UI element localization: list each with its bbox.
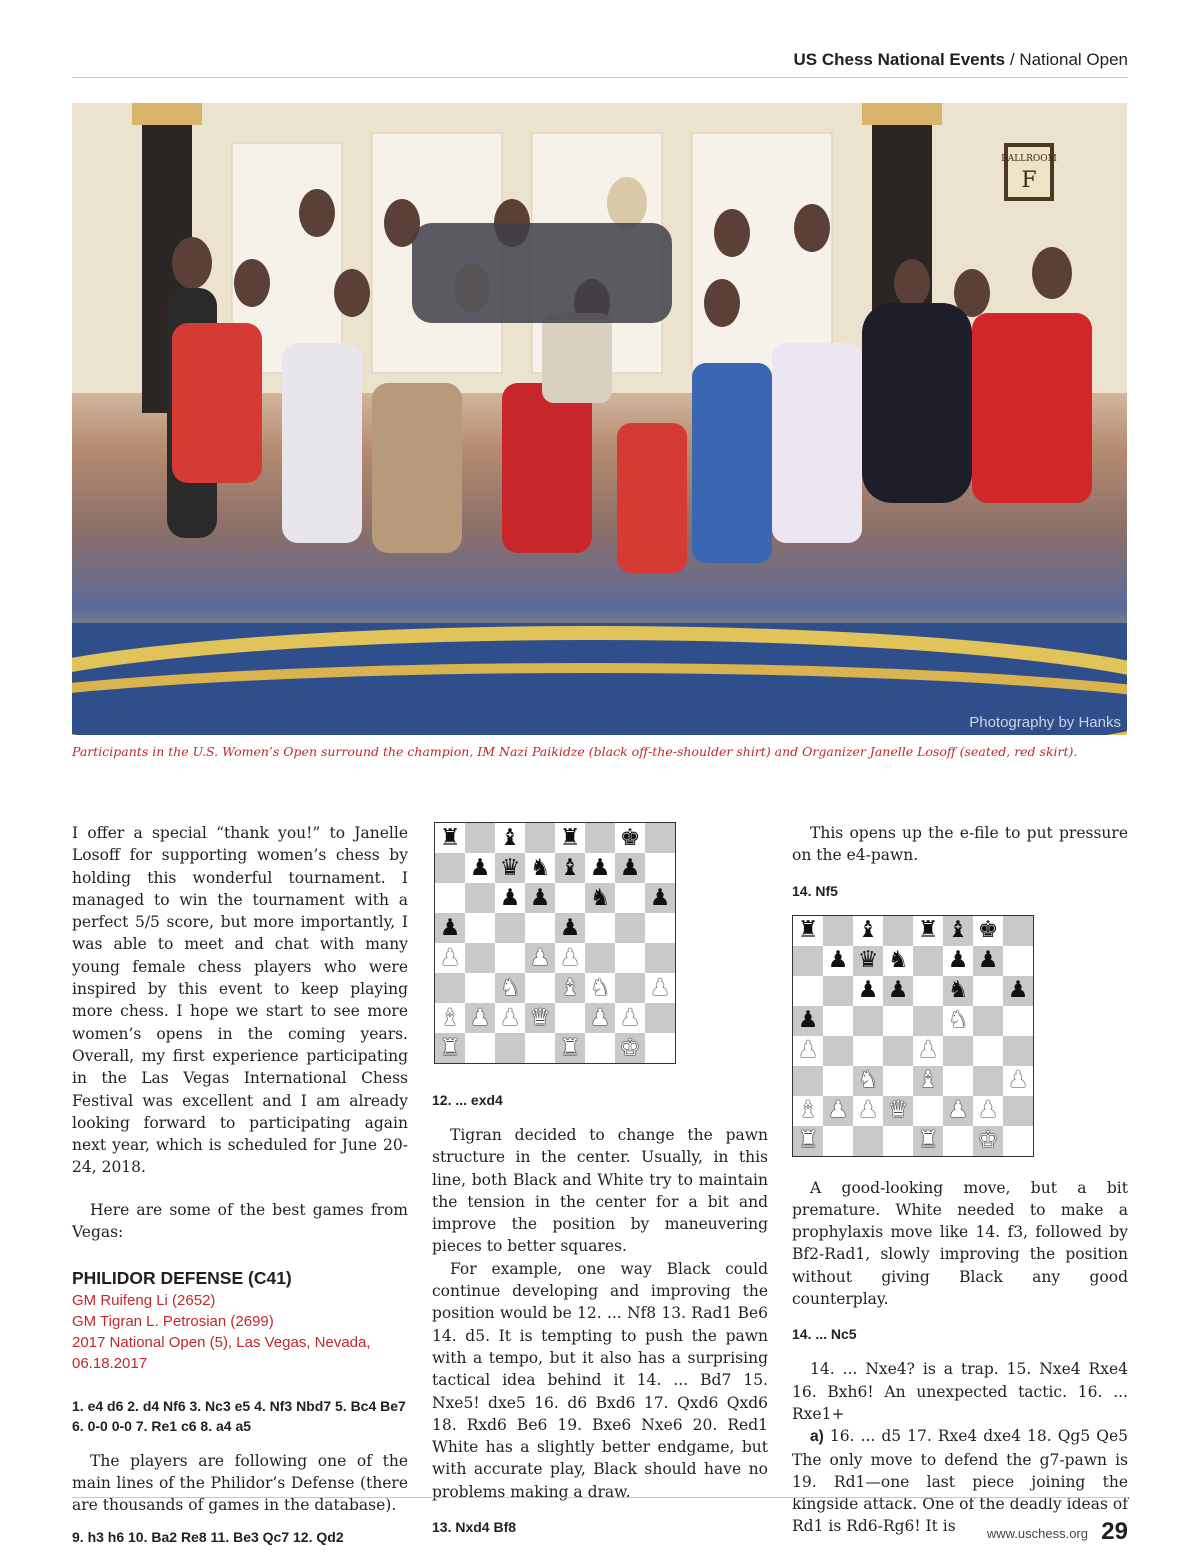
black-bishop-icon: ♝ [499,824,521,851]
board-square [943,1066,973,1096]
board-square [913,1006,943,1036]
board-square [615,853,645,883]
footer-site: www.uschess.org [986,1526,1088,1541]
variation-text: 16. ... d5 17. Rxe4 dxe4 18. Qg5 Qe5 The only move to defend the g7-pawn is 19. Rd1—one last piece joining the kingside attack. One of the deadly ideas of Rd1 is Rd6-Rg6! It is [792,1427,1128,1536]
board-square [793,1006,823,1036]
board-square [525,823,555,853]
white-knight-icon: ♞ [947,1007,969,1034]
photo-credit: Photography by Hanks [969,714,1121,731]
white-rook-icon: ♜ [917,1127,939,1154]
board-square [435,973,465,1003]
white-bishop-icon: ♝ [439,1004,461,1031]
board-square [465,943,495,973]
board-square [465,1033,495,1063]
black-pawn-icon: ♟ [827,947,849,974]
board-square [793,916,823,946]
board-square [913,1096,943,1126]
board-square [973,976,1003,1006]
black-rook-icon: ♜ [559,824,581,851]
photo-caption: Participants in the U.S. Women’s Open surround the champion, IM Nazi Paikidze (black off-the-shoulder shirt) and Organizer Janelle Losoff (seated, red skirt). [72,744,1078,759]
board-square [883,976,913,1006]
board-square [495,883,525,913]
game-move: 14. ... Nc5 [792,1326,857,1343]
white-player: GM Ruifeng Li (2652) [72,1291,216,1309]
white-rook-icon: ♜ [439,1034,461,1061]
black-pawn-icon: ♟ [469,854,491,881]
board-square [645,1003,675,1033]
white-pawn-icon: ♟ [529,944,551,971]
white-pawn-icon: ♟ [619,1004,641,1031]
board-square [465,853,495,883]
board-square [645,913,675,943]
board-square [555,883,585,913]
board-square [495,913,525,943]
board-square [585,943,615,973]
board-square [495,823,525,853]
board-square [555,853,585,883]
black-pawn-icon: ♟ [977,947,999,974]
board-square [585,883,615,913]
variation-label: a) [810,1428,824,1446]
board-square [1003,1006,1033,1036]
white-rook-icon: ♜ [559,1034,581,1061]
board-square [883,1126,913,1156]
white-knight-icon: ♞ [499,974,521,1001]
white-pawn-icon: ♟ [977,1097,999,1124]
board-square [823,916,853,946]
board-square [525,973,555,1003]
board-square [645,823,675,853]
board-square [615,943,645,973]
board-square [615,1033,645,1063]
board-square [645,883,675,913]
board-square [973,1126,1003,1156]
board-square [615,913,645,943]
board-square [853,1006,883,1036]
white-pawn-icon: ♟ [469,1004,491,1031]
board-square [585,1033,615,1063]
board-square [435,913,465,943]
board-square [793,976,823,1006]
body-paragraph: A good-looking move, but a bit premature. White needed to make a prophylaxis move like 14. f3, followed by Bf2-Rad1, slowly improving the position without giving Black any good counterplay. [792,1178,1128,1309]
body-paragraph: Here are some of the best games from Vegas: [72,1200,408,1242]
sign-letter: F [1021,168,1037,193]
board-square [913,976,943,1006]
column-1 [72,822,408,1547]
board-square [615,883,645,913]
board-square [495,1033,525,1063]
white-pawn-icon: ♟ [917,1037,939,1064]
board-square [525,913,555,943]
board-square [555,913,585,943]
body-paragraph: 14. ... Nxe4? is a trap. 15. Nxe4 Rxe4 16. Bxh6! An unexpected tactic. 16. ... Rxe1+ [792,1360,1128,1423]
black-pawn-icon: ♟ [529,884,551,911]
column-3 [792,822,1128,1538]
board-square [853,1066,883,1096]
board-square [823,1006,853,1036]
white-bishop-icon: ♝ [559,974,581,1001]
board-square [883,1096,913,1126]
white-pawn-icon: ♟ [649,974,671,1001]
black-knight-icon: ♞ [529,854,551,881]
event-info: 2017 National Open (5), Las Vegas, Nevada, 06.18.2017 [72,1333,371,1372]
board-square [973,1036,1003,1066]
board-square [973,916,1003,946]
black-queen-icon: ♛ [499,854,521,881]
board-square [823,946,853,976]
black-knight-icon: ♞ [589,884,611,911]
black-pawn-icon: ♟ [439,914,461,941]
board-square [943,1036,973,1066]
white-bishop-icon: ♝ [917,1067,939,1094]
chess-diagram-1 [434,822,676,1064]
black-pawn-icon: ♟ [649,884,671,911]
board-square [435,823,465,853]
board-square [435,883,465,913]
header-subsection: National Open [1019,50,1128,69]
black-pawn-icon: ♟ [947,947,969,974]
board-square [585,1003,615,1033]
black-pawn-icon: ♟ [559,914,581,941]
black-bishop-icon: ♝ [559,854,581,881]
variation-paragraph [792,1425,1128,1537]
board-square [1003,946,1033,976]
black-pawn-icon: ♟ [589,854,611,881]
board-square [585,853,615,883]
board-square [823,1126,853,1156]
white-pawn-icon: ♟ [857,1097,879,1124]
board-square [883,1066,913,1096]
board-square [973,1096,1003,1126]
board-square [853,1126,883,1156]
white-king-icon: ♚ [977,1127,999,1154]
board-square [823,976,853,1006]
board-square [823,1066,853,1096]
black-pawn-icon: ♟ [499,884,521,911]
white-knight-icon: ♞ [589,974,611,1001]
white-pawn-icon: ♟ [797,1037,819,1064]
board-square [555,1033,585,1063]
board-square [793,1096,823,1126]
board-square [913,1036,943,1066]
white-queen-icon: ♛ [887,1097,909,1124]
board-square [823,1036,853,1066]
board-square [943,976,973,1006]
board-square [495,943,525,973]
black-bishop-icon: ♝ [857,917,879,944]
board-square [1003,1036,1033,1066]
board-square [435,853,465,883]
game-moves: 9. h3 h6 10. Ba2 Re8 11. Be3 Qc7 12. Qd2 [72,1528,344,1545]
game-move: 12. ... exd4 [432,1092,503,1108]
white-pawn-icon: ♟ [439,944,461,971]
board-square [853,1096,883,1126]
board-square [1003,916,1033,946]
board-square [793,1126,823,1156]
header-separator: / [1005,50,1020,69]
opening-heading: PHILIDOR DEFENSE (C41) [72,1268,292,1289]
black-king-icon: ♚ [977,917,999,944]
board-square [465,913,495,943]
board-square [645,853,675,883]
board-square [525,1033,555,1063]
black-queen-icon: ♛ [857,947,879,974]
group-photo-illustration [72,103,1127,735]
board-square [465,1003,495,1033]
board-square [495,1003,525,1033]
sign-ballroom: BALLROOM [1001,154,1057,164]
board-square [465,883,495,913]
game-move: 13. Nxd4 Bf8 [432,1519,517,1536]
board-square [883,916,913,946]
board-square [465,973,495,1003]
body-paragraph: For example, one way Black could continue developing and improving the position would be 12. ... Nf8 13. Rad1 Be6 14. d5. It is tempting to push the pawn with a tempo, but it also has a surprising tactical idea behind it 14. ... Bd7 15. Nxe5! dxe5 16. d6 Bxd6 17. Qxd6 Qxd6 18. Rxd6 Be6 19. Bxe6 Nxe6 20. Red1 White has a slightly better endgame, but with accurate play, Black should have no problems making a draw. [432,1259,768,1501]
board-square [615,1003,645,1033]
board-square [1003,1066,1033,1096]
page-number: 29 [1101,1518,1128,1545]
board-square [495,853,525,883]
board-square [525,883,555,913]
board-square [793,946,823,976]
board-square [943,946,973,976]
body-paragraph: The players are following one of the main lines of the Philidor’s Defense (there are thousands of games in the database). [72,1451,408,1515]
board-square [793,1036,823,1066]
board-square [1003,976,1033,1006]
board-square [645,943,675,973]
board-square [883,1006,913,1036]
board-square [1003,1126,1033,1156]
board-square [913,1126,943,1156]
header-section: US Chess National Events [793,50,1006,69]
black-rook-icon: ♜ [439,824,461,851]
board-square [823,1096,853,1126]
board-square [973,1066,1003,1096]
body-paragraph: This opens up the e-file to put pressure on the e4-pawn. [792,824,1128,865]
board-square [435,943,465,973]
board-square [883,1036,913,1066]
board-square [853,1036,883,1066]
black-pawn-icon: ♟ [619,854,641,881]
board-square [645,973,675,1003]
board-square [555,973,585,1003]
game-move: 14. Nf5 [792,882,838,899]
white-pawn-icon: ♟ [559,944,581,971]
black-pawn-icon: ♟ [797,1007,819,1034]
board-square [1003,1096,1033,1126]
black-rook-icon: ♜ [797,917,819,944]
white-pawn-icon: ♟ [589,1004,611,1031]
white-pawn-icon: ♟ [499,1004,521,1031]
white-pawn-icon: ♟ [1007,1067,1029,1094]
board-square [465,823,495,853]
body-paragraph: Tigran decided to change the pawn structure in the center. Usually, in this line, both Black and White try to maintain the tension in the center for a bit and improve the position by maneuvering pieces to better squares. [432,1126,768,1256]
board-square [973,946,1003,976]
board-square [913,916,943,946]
board-square [943,1096,973,1126]
running-header [72,50,1128,78]
board-square [585,823,615,853]
board-square [883,946,913,976]
board-square [793,1066,823,1096]
board-square [943,1006,973,1036]
white-king-icon: ♚ [619,1034,641,1061]
black-knight-icon: ♞ [947,977,969,1004]
black-bishop-icon: ♝ [947,917,969,944]
board-square [525,853,555,883]
column-2 [432,822,768,1537]
board-square [435,1003,465,1033]
white-queen-icon: ♛ [529,1004,551,1031]
board-square [853,916,883,946]
board-square [585,973,615,1003]
board-square [525,1003,555,1033]
body-paragraph: I offer a special “thank you!” to Janelle Losoff for supporting women’s chess by holding this wonderful tournament. I managed to win the tournament with a perfect 5/5 score, but more importantly, I was able to meet and chat with many young female chess players who were inspired by this event to keep playing more chess. I hope we start to see more women’s opens in the coming years. Overall, my first experience participating in the Las Vegas International Chess Festival was excellent and I am already looking forward to participating again next year, which is scheduled for June 20-24, 2018. [72,824,408,1177]
group-photo [72,103,1127,735]
black-knight-icon: ♞ [887,947,909,974]
board-square [555,1003,585,1033]
board-square [525,943,555,973]
board-square [913,1066,943,1096]
board-square [585,913,615,943]
board-square [853,976,883,1006]
chess-diagram-2 [792,915,1034,1157]
white-pawn-icon: ♟ [947,1097,969,1124]
white-pawn-icon: ♟ [827,1097,849,1124]
black-player: GM Tigran L. Petrosian (2699) [72,1312,274,1330]
board-square [943,1126,973,1156]
board-square [645,1033,675,1063]
board-square [615,973,645,1003]
board-square [913,946,943,976]
board-square [853,946,883,976]
board-square [555,943,585,973]
white-rook-icon: ♜ [797,1127,819,1154]
black-pawn-icon: ♟ [887,977,909,1004]
board-square [435,1033,465,1063]
board-square [555,823,585,853]
black-pawn-icon: ♟ [1007,977,1029,1004]
white-bishop-icon: ♝ [797,1097,819,1124]
white-knight-icon: ♞ [857,1067,879,1094]
game-moves: 1. e4 d6 2. d4 Nf6 3. Nc3 e5 4. Nf3 Nbd7 5. Bc4 Be7 6. 0-0 0-0 7. Re1 c6 8. a4 a5 [72,1397,406,1434]
board-square [943,916,973,946]
black-pawn-icon: ♟ [857,977,879,1004]
black-rook-icon: ♜ [917,917,939,944]
board-square [973,1006,1003,1036]
black-king-icon: ♚ [619,824,641,851]
board-square [615,823,645,853]
board-square [495,973,525,1003]
